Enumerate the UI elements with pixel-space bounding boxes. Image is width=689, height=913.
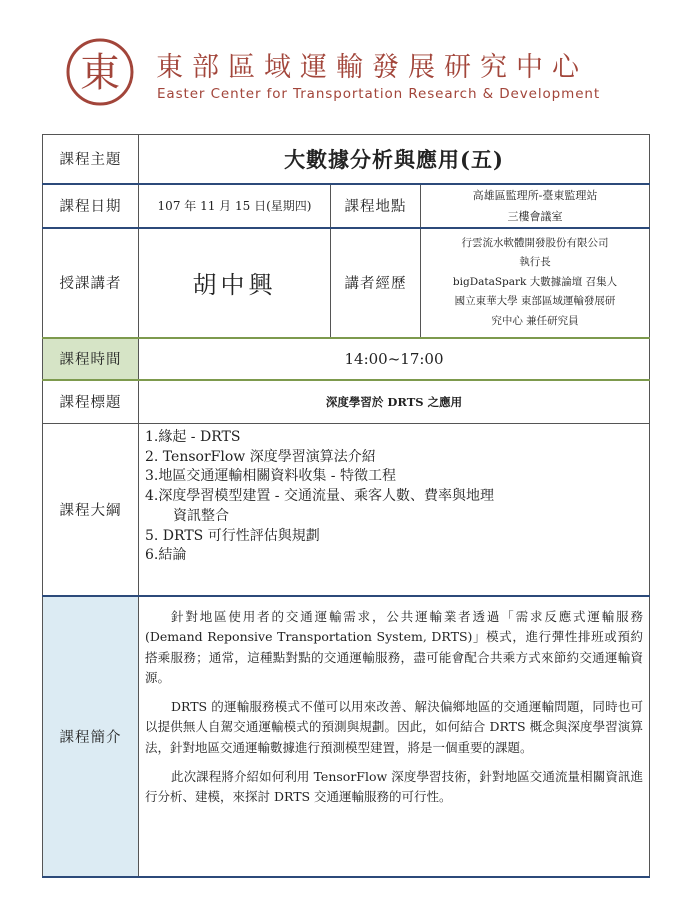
outline-item: 資訊整合 bbox=[173, 507, 229, 524]
course-location bbox=[421, 184, 650, 228]
lecturer-name: 胡中興 bbox=[139, 228, 331, 338]
intro-label: 課程簡介 bbox=[43, 596, 139, 877]
experience-line: 行雲流水軟體開發股份有限公司 bbox=[461, 236, 609, 249]
time-label: 課程時間 bbox=[43, 338, 139, 380]
outline-item: 5. DRTS 可行性評估與規劃 bbox=[145, 527, 320, 544]
intro-paragraph: 此次課程將介紹如何利用 TensorFlow 深度學習技術，針對地區交通流量相關資訊進行分析、建模，來探討 DRTS 交通運輸服務的可行性。 bbox=[145, 768, 643, 805]
outline-item: 2. TensorFlow 深度學習演算法介紹 bbox=[145, 448, 376, 465]
course-intro bbox=[139, 596, 650, 877]
center-logo-icon bbox=[64, 36, 136, 108]
logo-char: 東 bbox=[80, 50, 120, 96]
outline-item: 6.結論 bbox=[145, 547, 187, 564]
outline-item: 4.深度學習模型建置 - 交通流量、乘客人數、費率與地理 bbox=[145, 488, 494, 505]
outline-item: 1.緣起 - DRTS bbox=[145, 429, 241, 445]
lecturer-experience bbox=[421, 228, 650, 338]
location-line-1: 高雄區監理所-臺東監理站 bbox=[472, 188, 598, 202]
course-time: 14:00~17:00 bbox=[139, 338, 650, 380]
intro-paragraph: DRTS 的運輸服務模式不僅可以用來改善、解決偏鄉地區的交通運輸問題，同時也可以提供無人自駕交通運輸模式的預測與規劃。因此，如何結合 DRTS 概念與深度學習演算法，針對地區交通運輸數據進行預測模型建置，將是一個重要的課題。 bbox=[145, 698, 643, 756]
org-name-en: Easter Center for Transportation Research & Development bbox=[157, 86, 601, 102]
course-info-table bbox=[42, 134, 650, 878]
experience-line: 究中心 兼任研究員 bbox=[491, 314, 579, 327]
org-name-cn: 東部區域運輸發展研究中心 bbox=[156, 52, 588, 83]
title-label: 課程標題 bbox=[43, 380, 139, 424]
location-label: 課程地點 bbox=[331, 184, 421, 228]
experience-line: 國立東華大學 東部區域運輸發展研 bbox=[454, 295, 616, 308]
course-title: 深度學習於 DRTS 之應用 bbox=[139, 380, 650, 424]
course-outline bbox=[139, 424, 650, 596]
outline-label: 課程大綱 bbox=[43, 424, 139, 596]
experience-line: bigDataSpark 大數據論壇 召集人 bbox=[452, 275, 618, 288]
course-date: 107 年 11 月 15 日(星期四) bbox=[139, 184, 331, 228]
intro-paragraph: 針對地區使用者的交通運輸需求，公共運輸業者透過「需求反應式運輸服務 (Demand Reponsive Transportation System, DRTS)」模式，進行彈性排班或預約搭乘服務；通常，這種點對點的交通運輸服務，盡可能會配合共乘方式來節約交通運輸資源。 bbox=[145, 608, 643, 686]
course-topic: 大數據分析與應用(五) bbox=[139, 135, 650, 184]
location-line-2: 三樓會議室 bbox=[507, 209, 563, 223]
experience-label: 講者經歷 bbox=[331, 228, 421, 338]
outline-item: 3.地區交通運輸相關資料收集 - 特徵工程 bbox=[145, 468, 396, 485]
date-label: 課程日期 bbox=[43, 184, 139, 228]
lecturer-label: 授課講者 bbox=[43, 228, 139, 338]
experience-line: 執行長 bbox=[519, 256, 551, 269]
topic-label: 課程主題 bbox=[43, 135, 139, 184]
